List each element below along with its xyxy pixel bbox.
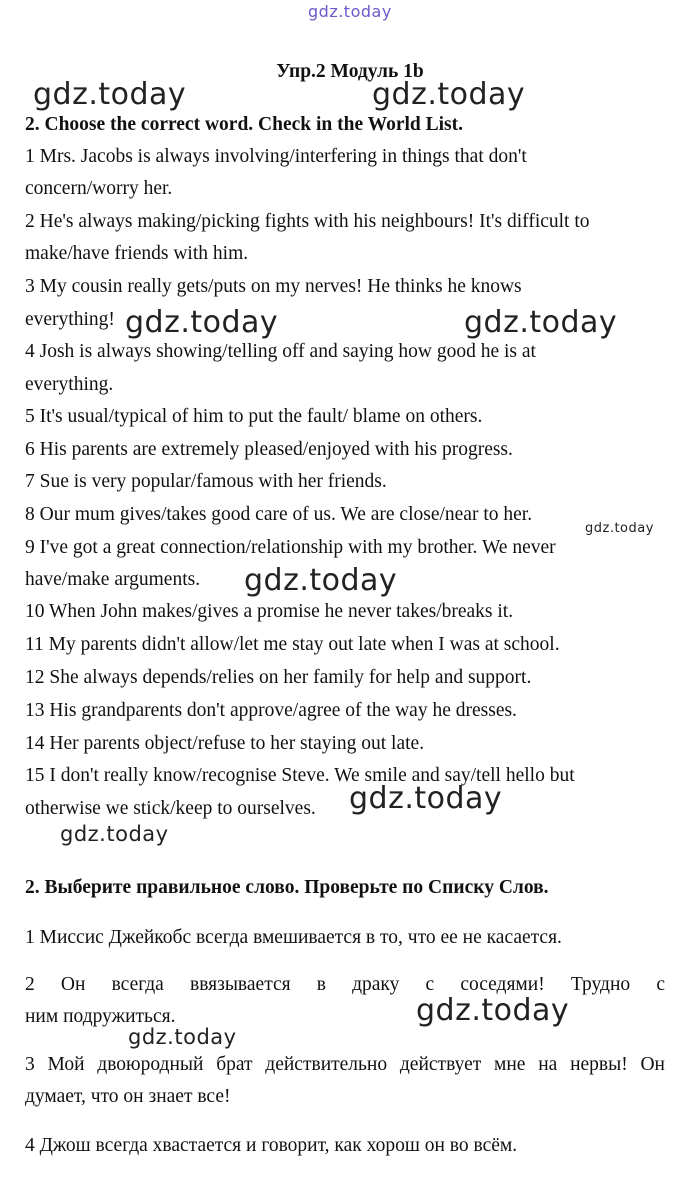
page-title: Упр.2 Модуль 1b bbox=[276, 61, 424, 82]
ru-line-2 bbox=[25, 975, 665, 995]
ru-3-word: на bbox=[538, 1054, 558, 1075]
en-line-4: make/have friends with him. bbox=[25, 243, 249, 264]
ru-2-word: ввязывается bbox=[190, 974, 291, 995]
ru-2-word: с bbox=[425, 974, 435, 995]
watermark: gdz.today bbox=[244, 563, 398, 598]
watermark: gdz.today bbox=[128, 1025, 237, 1049]
ru-2-word: в bbox=[316, 974, 326, 995]
en-line-2: concern/worry her. bbox=[25, 178, 173, 199]
ru-line-3 bbox=[25, 1055, 665, 1075]
en-line-11: 7 Sue is very popular/famous with her friends. bbox=[25, 471, 387, 492]
watermark: gdz.today bbox=[416, 993, 570, 1028]
en-line-20: 15 I don't really know/recognise Steve. We smile and say/tell hello but bbox=[25, 765, 575, 786]
en-line-15: 10 When John makes/gives a promise he never takes/breaks it. bbox=[25, 601, 514, 622]
watermark: gdz.today bbox=[125, 305, 279, 340]
en-line-18: 13 His grandparents don't approve/agree of the way he dresses. bbox=[25, 700, 517, 721]
ru-heading: 2. Выберите правильное слово. Проверьте по Списку Слов. bbox=[25, 877, 549, 898]
ru-2-word: с bbox=[656, 974, 665, 995]
ru-line-2b: ним подружиться. bbox=[25, 1006, 176, 1027]
ru-3-word: брат bbox=[216, 1054, 253, 1075]
en-line-13: 9 I've got a great connection/relationship with my brother. We never bbox=[25, 537, 556, 558]
en-line-12: 8 Our mum gives/takes good care of us. We are close/near to her. bbox=[25, 504, 533, 525]
watermark-top: gdz.today bbox=[308, 2, 392, 21]
en-heading: 2. Choose the correct word. Check in the World List. bbox=[25, 114, 463, 135]
ru-3-word: Он bbox=[640, 1054, 665, 1075]
watermark: gdz.today bbox=[349, 781, 503, 816]
en-line-3: 2 He's always making/picking fights with his neighbours! It's difficult to bbox=[25, 211, 590, 232]
en-line-7: 4 Josh is always showing/telling off and saying how good he is at bbox=[25, 341, 536, 362]
ru-2-word: соседями! bbox=[460, 974, 545, 995]
ru-2-word: драку bbox=[352, 974, 400, 995]
ru-2-word: Трудно bbox=[570, 974, 631, 995]
ru-3-word: действительно bbox=[265, 1054, 388, 1075]
en-line-8: everything. bbox=[25, 374, 114, 395]
en-line-14: have/make arguments. bbox=[25, 569, 201, 590]
ru-3-word: действует bbox=[399, 1054, 482, 1075]
ru-2-word: всегда bbox=[111, 974, 164, 995]
ru-line-3b: думает, что он знает все! bbox=[25, 1086, 231, 1107]
en-line-17: 12 She always depends/relies on her family for help and support. bbox=[25, 667, 532, 688]
watermark: gdz.today bbox=[60, 822, 169, 846]
en-line-16: 11 My parents didn't allow/let me stay out late when I was at school. bbox=[25, 634, 560, 655]
en-line-6: everything! bbox=[25, 309, 115, 330]
ru-2-word: Он bbox=[60, 974, 86, 995]
ru-3-word: Мой bbox=[47, 1054, 85, 1075]
watermark: gdz.today bbox=[33, 77, 187, 112]
en-line-10: 6 His parents are extremely pleased/enjoyed with his progress. bbox=[25, 439, 513, 460]
en-line-21: otherwise we stick/keep to ourselves. bbox=[25, 798, 316, 819]
en-line-19: 14 Her parents object/refuse to her staying out late. bbox=[25, 733, 425, 754]
en-line-1: 1 Mrs. Jacobs is always involving/interfering in things that don't bbox=[25, 146, 527, 167]
en-line-5: 3 My cousin really gets/puts on my nerves! He thinks he knows bbox=[25, 276, 522, 297]
ru-2-word: 2 bbox=[25, 974, 35, 995]
en-line-9: 5 It's usual/typical of him to put the fault/ blame on others. bbox=[25, 406, 483, 427]
ru-3-word: нервы! bbox=[570, 1054, 628, 1075]
watermark: gdz.today bbox=[585, 521, 654, 536]
ru-line-1: 1 Миссис Джейкобс всегда вмешивается в то, что ее не касается. bbox=[25, 927, 562, 948]
ru-3-word: двоюродный bbox=[97, 1054, 204, 1075]
ru-3-word: 3 bbox=[25, 1054, 35, 1075]
ru-line-4: 4 Джош всегда хвастается и говорит, как хорош он во всём. bbox=[25, 1135, 518, 1156]
watermark: gdz.today bbox=[372, 77, 526, 112]
watermark: gdz.today bbox=[464, 305, 618, 340]
ru-3-word: мне bbox=[494, 1054, 526, 1075]
